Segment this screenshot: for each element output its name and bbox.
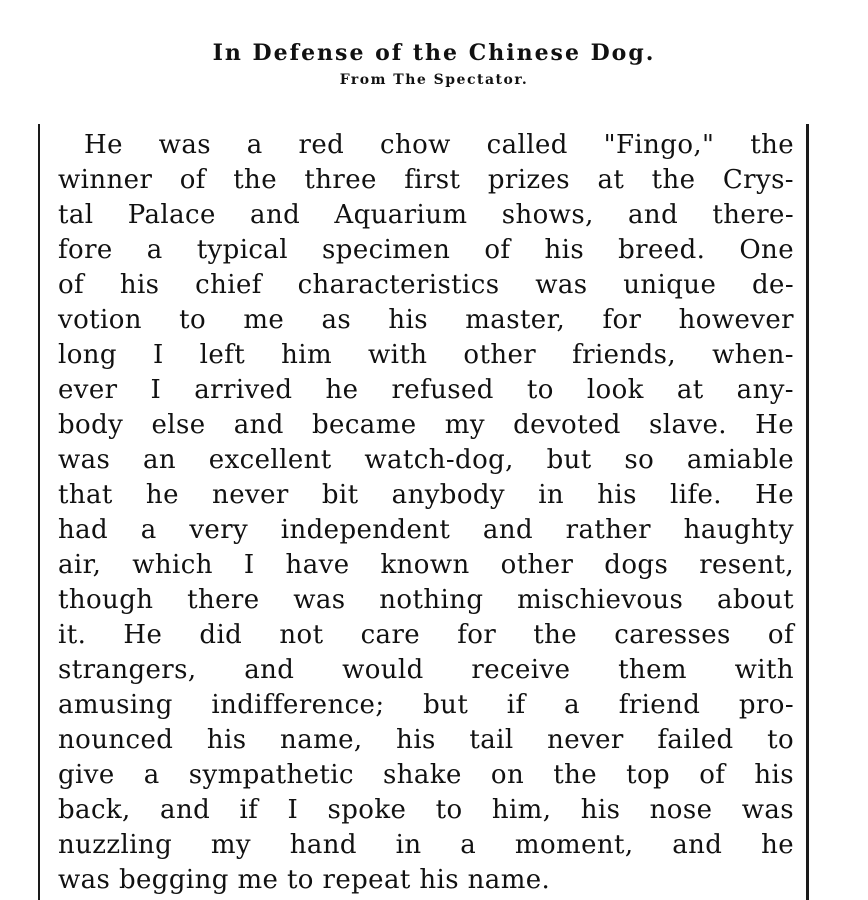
article-line: had a very independent and rather haughty: [58, 515, 794, 545]
article-line: nuzzling my hand in a moment, and he: [58, 830, 794, 860]
article-line: back, and if I spoke to him, his nose was: [58, 795, 794, 825]
article-line: nounced his name, his tail never failed to: [58, 725, 794, 755]
article-line: votion to me as his master, for however: [58, 305, 794, 335]
article-line: ever I arrived he refused to look at any-: [58, 375, 794, 405]
article-line: tal Palace and Aquarium shows, and there-: [58, 200, 794, 230]
article-line: air, which I have known other dogs resent,: [58, 550, 794, 580]
article-line: He was a red chow called "Fingo," the: [84, 130, 794, 160]
article-line: winner of the three first prizes at the Crys-: [58, 165, 794, 195]
article-line: long I left him with other friends, when-: [58, 340, 794, 370]
article-line: was begging me to repeat his name.: [58, 865, 551, 895]
article-line: that he never bit anybody in his life. He: [58, 480, 794, 510]
article-line: of his chief characteristics was unique de-: [58, 270, 794, 300]
article-headline: In Defense of the Chinese Dog.: [212, 40, 656, 66]
article-line: fore a typical specimen of his breed. One: [58, 235, 794, 265]
article-line: body else and became my devoted slave. He: [58, 410, 794, 440]
article-line: though there was nothing mischievous about: [58, 585, 794, 615]
article-body: [58, 128, 794, 898]
article-line: was an excellent watch-dog, but so amiable: [58, 445, 794, 475]
article-line: strangers, and would receive them with: [58, 655, 794, 685]
article-line: amusing indifference; but if a friend pro-: [58, 690, 794, 720]
article-line: give a sympathetic shake on the top of his: [58, 760, 794, 790]
article-line: it. He did not care for the caresses of: [58, 620, 794, 650]
article-byline: From The Spectator.: [339, 72, 529, 88]
column-rule-right: [806, 124, 809, 900]
column-rule-left: [38, 124, 40, 900]
